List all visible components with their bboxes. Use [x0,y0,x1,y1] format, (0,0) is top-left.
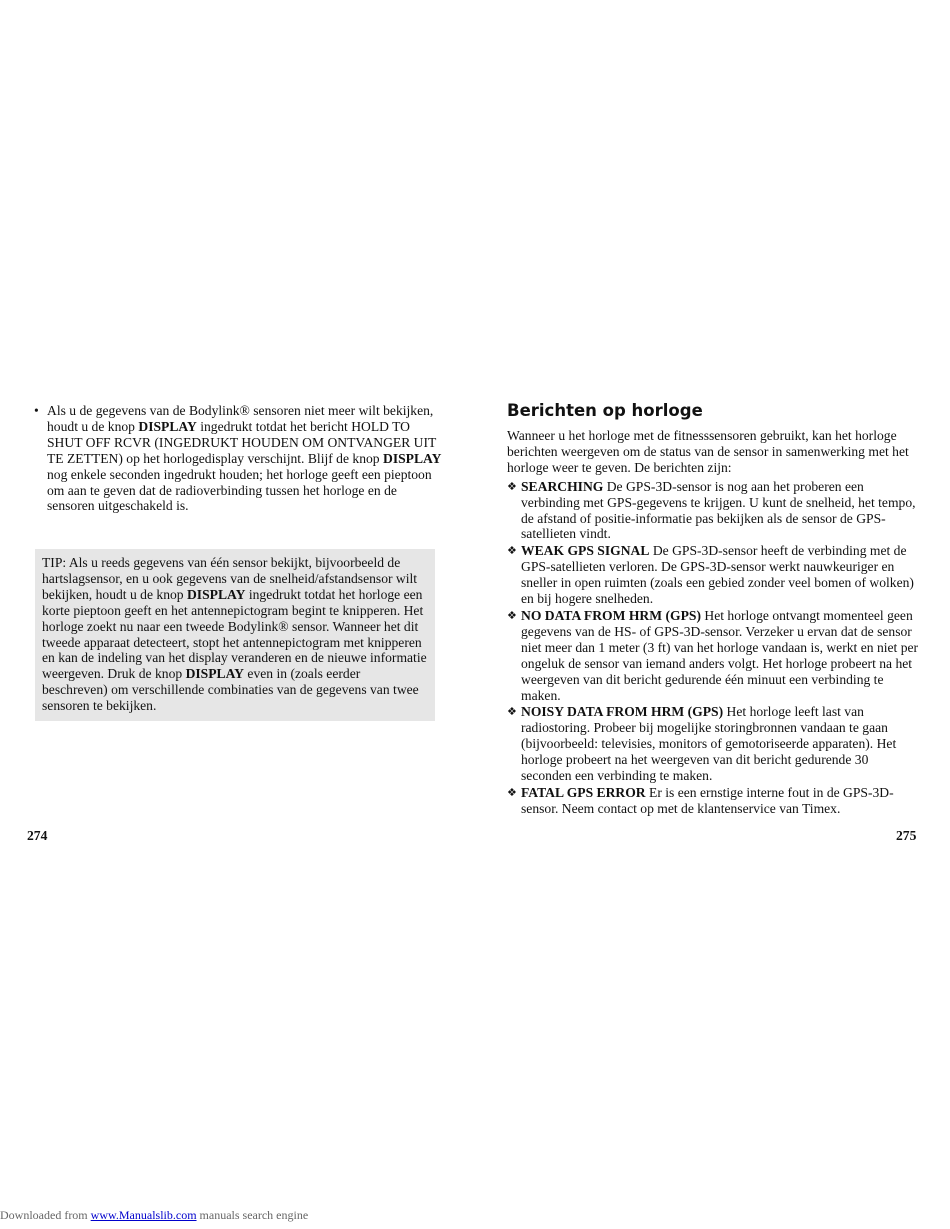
diamond-bullet-icon: ❖ [507,608,517,622]
message-item-searching [507,479,921,543]
message-item-weak-gps [507,543,921,607]
intro-paragraph: Wanneer u het horloge met de fitnesssensoren gebruikt, kan het horloge berichten weergeven om de status van de sensor in samenwerking met het horloge weer te geven. De berichten zijn: [507,428,909,475]
message-term: NO DATA FROM HRM (GPS) [521,607,701,623]
right-page-column [507,401,921,818]
diamond-bullet-icon: ❖ [507,544,517,558]
message-term: NOISY DATA FROM HRM (GPS) [521,704,724,720]
message-term: SEARCHING [521,478,604,494]
download-footer [0,1208,308,1223]
message-term: FATAL GPS ERROR [521,784,646,800]
message-item-noisy-data [507,704,921,784]
message-text: De GPS-3D-sensor heeft de verbinding met de GPS-satellieten verloren. De GPS-3D-sensor werkt nauwkeuriger en sneller in open ruimten (zoals een gebied zonder veel bomen of wolken) en bij hogere snelheden. [521,543,914,607]
para-bold-display-1: DISPLAY [138,418,197,434]
message-text: Het horloge ontvangt momenteel geen gegevens van de HS- of GPS-3D-sensor. Verzeker u ervan dat de sensor niet meer dan 1 meter (3 ft) van het horloge vandaan is, werkt en niet per ongeluk de sensor van iemand anders volgt. Het horloge probeert na het weergeven van dit bericht gedurende één minuut een verbinding te maken. [521,607,919,703]
bullet-icon: • [34,403,39,418]
left-page-column [34,403,446,514]
bullet-paragraph [34,403,446,514]
tip-bold-display-1: DISPLAY [186,586,246,602]
diamond-bullet-icon: ❖ [507,479,517,493]
page-number-right: 275 [896,828,917,843]
message-list [507,479,921,817]
message-text: De GPS-3D-sensor is nog aan het proberen een verbinding met GPS-gegevens te krijgen. U kunt de snelheid, het tempo, de afstand of positie-informatie pas bekijken als de sensor de GPS-satellieten vindt. [521,478,916,542]
diamond-bullet-icon: ❖ [507,785,517,799]
tip-bold-display-2: DISPLAY [185,666,245,682]
footer-suffix: manuals search engine [196,1208,309,1222]
tip-text-3: even in (zoals eerder beschreven) om verschillende combinaties van de gegevens van twee sensoren te bekijken. [42,666,419,714]
para-bold-display-2: DISPLAY [383,450,442,466]
footer-prefix: Downloaded from [0,1208,91,1222]
message-item-no-data [507,608,921,703]
message-term: WEAK GPS SIGNAL [521,543,650,559]
message-item-fatal-error [507,785,921,817]
tip-box [35,549,435,721]
page-number-left: 274 [27,828,48,843]
para-text-2: ingedrukt totdat het bericht HOLD TO SHUT OFF RCVR (INGEDRUKT HOUDEN OM ONTVANGER UIT TE ZETTEN) op het horlogedisplay verschijnt. Blijf de knop [47,418,437,466]
para-text-3: nog enkele seconden ingedrukt houden; het horloge geeft een pieptoon om aan te geven dat de radioverbinding tussen het horloge en de sensoren uitgeschakeld is. [47,466,432,514]
message-text: Het horloge leeft last van radiostoring. Probeer bij mogelijke storingbronnen vandaan te gaan (bijvoorbeeld: televisies, monitors of gemotoriseerde apparaten). Het horloge probeert na het weergeven van dit bericht gedurende 30 seconden een verbinding te maken. [521,704,897,784]
para-text-1: Als u de gegevens van de Bodylink® sensoren niet meer wilt bekijken, houdt u de knop [47,403,434,434]
tip-text-2: ingedrukt totdat het horloge een korte pieptoon geeft en het antennepictogram begint te knipperen. Het horloge zoekt nu naar een tweede Bodylink® sensor. Wanneer het dit tweede apparaat detecteert, stopt het antennepictogram met knipperen en kan de indeling van het display veranderen en de nieuwe informatie weergeven. Druk de knop [42,586,427,682]
tip-text-1: TIP: Als u reeds gegevens van één sensor bekijkt, bijvoorbeeld de hartslagsensor, en u ook gegevens van de snelheid/afstandsensor wilt bekijken, houdt u de knop [42,555,418,602]
diamond-bullet-icon: ❖ [507,705,517,719]
message-text: Er is een ernstige interne fout in de GPS-3D-sensor. Neem contact op met de klantenservice van Timex. [521,784,894,816]
section-heading: Berichten op horloge [507,401,703,420]
manualslib-link[interactable]: www.Manualslib.com [90,1208,197,1222]
